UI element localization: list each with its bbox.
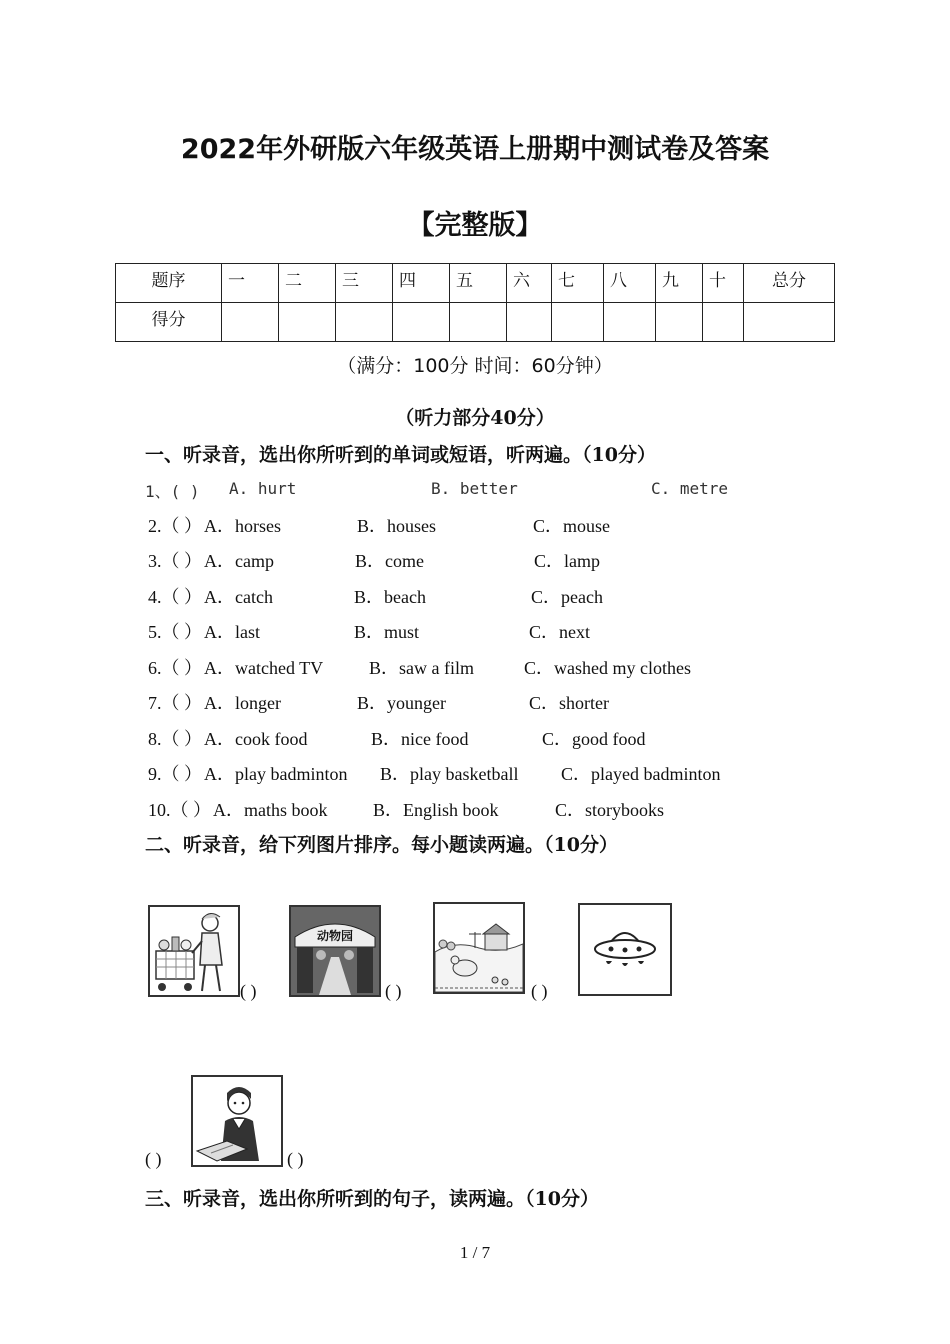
picture3-answer-paren[interactable]: ( )	[531, 981, 548, 1001]
q7-question-number: 7.（ ）	[148, 693, 202, 713]
score-cell: 六	[507, 264, 552, 303]
q7-option-c[interactable]: C．shorter	[529, 693, 609, 713]
q4-option-b[interactable]: B．beach	[354, 587, 426, 607]
score-empty-cell[interactable]	[703, 303, 744, 342]
listening-header: （听力部分40分）	[395, 407, 555, 429]
q6-question-number: 6.（ ）	[148, 658, 202, 678]
q10-option-c[interactable]: C．storybooks	[555, 800, 665, 820]
score-empty-cell[interactable]	[507, 303, 552, 342]
exam-meta: （满分：100分 时间：60分钟）	[337, 355, 613, 377]
score-empty-cell[interactable]	[744, 303, 835, 342]
score-empty-cell[interactable]	[450, 303, 507, 342]
q4-option-c[interactable]: C．peach	[531, 587, 603, 607]
score-empty-cell[interactable]	[393, 303, 450, 342]
page-title-line1: 2022年外研版六年级英语上册期中测试卷及答案	[180, 134, 770, 165]
score-cell: 九	[656, 264, 703, 303]
q2-question-number: 2.（ ）	[148, 516, 202, 536]
score-empty-cell[interactable]	[552, 303, 604, 342]
score-empty-cell[interactable]	[656, 303, 703, 342]
zoo-gate-picture	[289, 905, 381, 997]
teacher-picture	[191, 1075, 283, 1167]
q2-option-c[interactable]: C．mouse	[533, 516, 611, 536]
q2-option-a[interactable]: A．horses	[204, 516, 281, 536]
q1-number: 1、( )	[145, 482, 200, 501]
score-cell: 二	[279, 264, 336, 303]
q6-option-c[interactable]: C．washed my clothes	[524, 658, 691, 678]
score-label-cell: 得分	[116, 303, 222, 342]
q8-option-a[interactable]: A．cook food	[204, 729, 308, 749]
q3-option-b[interactable]: B．come	[355, 551, 424, 571]
q5-option-a[interactable]: A．last	[204, 622, 260, 642]
q1-option-c[interactable]: C. metre	[651, 479, 729, 498]
q9-option-b[interactable]: B．play basketball	[380, 764, 519, 784]
q1-option-b[interactable]: B. better	[431, 479, 518, 498]
zoo-sign-text: 动物园	[316, 929, 354, 943]
farm-picture	[433, 902, 525, 994]
q7-option-b[interactable]: B．younger	[357, 693, 446, 713]
score-cell: 题序	[116, 264, 222, 303]
q7-option-a[interactable]: A．longer	[204, 693, 281, 713]
q9-option-c[interactable]: C．played badminton	[561, 764, 721, 784]
q8-question-number: 8.（ ）	[148, 729, 202, 749]
q6-option-b[interactable]: B．saw a film	[369, 658, 474, 678]
score-empty-cell[interactable]	[222, 303, 279, 342]
score-cell: 四	[393, 264, 450, 303]
score-empty-cell[interactable]	[336, 303, 393, 342]
score-cell: 一	[222, 264, 279, 303]
q4-option-a[interactable]: A．catch	[204, 587, 273, 607]
q2-option-b[interactable]: B．houses	[357, 516, 437, 536]
q10-option-a[interactable]: A．maths book	[213, 800, 328, 820]
picture2-answer-paren[interactable]: ( )	[385, 981, 402, 1001]
q8-option-c[interactable]: C．good food	[542, 729, 646, 749]
q3-question-number: 3.（ ）	[148, 551, 202, 571]
q5-question-number: 5.（ ）	[148, 622, 202, 642]
score-cell: 八	[604, 264, 656, 303]
q3-option-a[interactable]: A．camp	[204, 551, 274, 571]
section3-title: 三、听录音，选出你所听到的句子，读两遍。（10分）	[145, 1188, 599, 1210]
shopping-picture	[148, 905, 240, 997]
picture5-answer-paren[interactable]: ( )	[287, 1149, 304, 1169]
q9-option-a[interactable]: A．play badminton	[204, 764, 348, 784]
q1-option-a[interactable]: A. hurt	[229, 479, 297, 498]
score-table-header-row	[116, 264, 835, 303]
score-cell: 总分	[744, 264, 835, 303]
score-cell: 五	[450, 264, 507, 303]
page-title-line2: 【完整版】	[407, 210, 543, 241]
q5-option-c[interactable]: C．next	[529, 622, 590, 642]
q4-question-number: 4.（ ）	[148, 587, 202, 607]
score-empty-cell[interactable]	[279, 303, 336, 342]
q5-option-b[interactable]: B．must	[354, 622, 420, 642]
score-cell: 七	[552, 264, 604, 303]
q8-option-b[interactable]: B．nice food	[371, 729, 469, 749]
score-cell: 三	[336, 264, 393, 303]
ufo-picture	[578, 903, 672, 996]
page-footer: 1 / 7	[459, 1243, 491, 1262]
section1-title: 一、听录音，选出你所听到的单词或短语，听两遍。（10分）	[145, 444, 656, 466]
section2-title: 二、听录音，给下列图片排序。每小题读两遍。（10分）	[145, 834, 618, 856]
picture1-answer-paren[interactable]: ( )	[240, 981, 257, 1001]
q6-option-a[interactable]: A．watched TV	[204, 658, 324, 678]
q10-question-number: 10.（ ）	[148, 800, 211, 820]
q10-option-b[interactable]: B．English book	[373, 800, 499, 820]
picture4-answer-paren[interactable]: ( )	[145, 1149, 162, 1169]
score-cell: 十	[703, 264, 744, 303]
score-empty-cell[interactable]	[604, 303, 656, 342]
q9-question-number: 9.（ ）	[148, 764, 202, 784]
score-table-score-row	[116, 303, 835, 342]
q3-option-c[interactable]: C．lamp	[534, 551, 600, 571]
score-table	[115, 263, 835, 342]
